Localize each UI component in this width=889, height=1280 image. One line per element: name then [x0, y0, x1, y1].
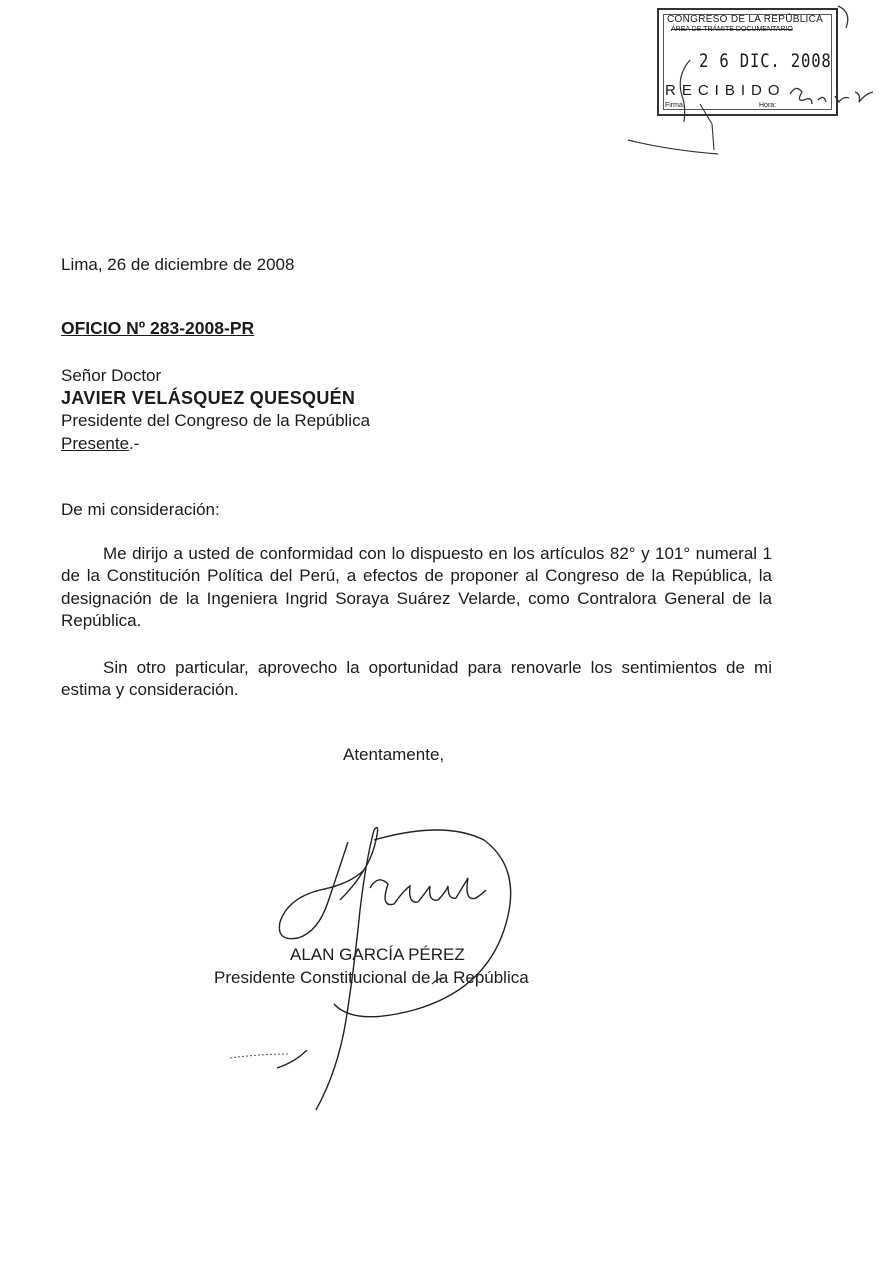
- presente-suffix: .-: [129, 434, 140, 453]
- closing: Atentamente,: [343, 745, 445, 764]
- recipient-title: Presidente del Congreso de la República: [61, 411, 371, 430]
- document-reference: OFICIO Nº 283-2008-PR: [61, 318, 255, 338]
- stamp-date: 2 6 DIC. 2008: [699, 50, 832, 72]
- stamp-firma-label: Firma:: [665, 102, 685, 109]
- stamp-institution: CONGRESO DE LA REPÚBLICA: [667, 14, 824, 25]
- body-paragraph-2: Sin otro particular, aprovecho la oportunidad para renovarle los sentimientos de mi estima y consideración.: [61, 658, 772, 700]
- stamp-department: ÁREA DE TRÁMITE DOCUMENTARIO: [671, 26, 793, 33]
- salutation: Señor Doctor: [61, 366, 162, 385]
- body-paragraph-1: Me dirijo a usted de conformidad con lo dispuesto en los artículos 82° y 101° numeral 1 de la Constitución Política del Perú, a efectos de proponer al Congreso de la República, la designación de la Ingeniera Ingrid Soraya Suárez Velarde, como Contralora General de la República.: [61, 544, 772, 630]
- presente-word: Presente: [61, 434, 130, 453]
- signer-name: ALAN GARCÍA PÉREZ: [290, 945, 465, 964]
- signer-title: Presidente Constitucional de la República: [214, 968, 529, 987]
- place-and-date: Lima, 26 de diciembre de 2008: [61, 255, 295, 274]
- stamp-hora-label: Hora:: [759, 102, 777, 109]
- stamp-received: RECIBIDO: [665, 82, 786, 99]
- recipient-name: JAVIER VELÁSQUEZ QUESQUÉN: [61, 388, 356, 408]
- greeting: De mi consideración:: [61, 500, 220, 519]
